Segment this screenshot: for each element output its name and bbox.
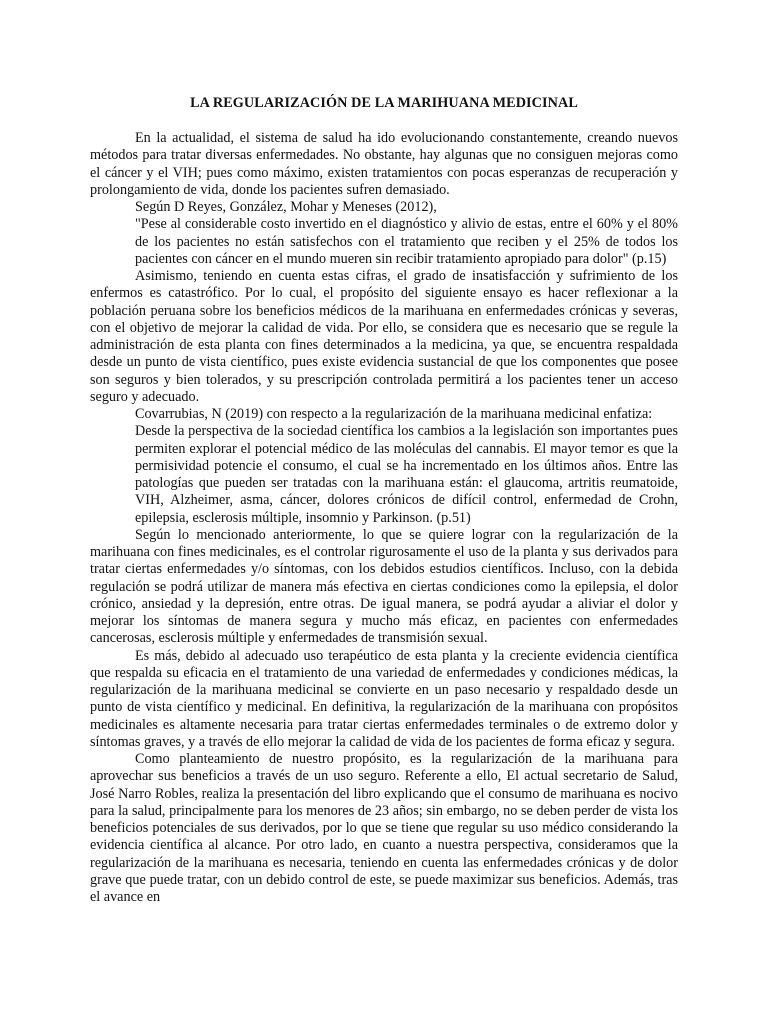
paragraph-intro: En la actualidad, el sistema de salud ha ido evolucionando constantemente, creando nuevos métodos para tratar diversas enfermedades. No obstante, hay algunas que no consiguen mejoras como el cáncer y el VIH; pues como máximo, existen tratamientos con pocas esperanzas de recuperación y prolongamiento de vida, donde los pacientes sufren demasiado. — [90, 130, 678, 198]
document-body — [90, 130, 678, 906]
block-quote-covarrubias: Desde la perspectiva de la sociedad científica los cambios a la legislación son importantes pues permiten explorar el potencial médico de las moléculas del cannabis. El mayor temor es que la permisividad potencie el consumo, el cual se ha incrementado en los últimos años. Entre las patologías que pueden ser tratadas con la marihuana están: el glaucoma, artritis reumatoide, VIH, Alzheimer, asma, cáncer, dolores crónicos de difícil control, enfermedad de Crohn, epilepsia, esclerosis múltiple, insomnio y Parkinson. (p.51) — [135, 423, 678, 526]
paragraph-proposal: Como planteamiento de nuestro propósito, es la regularización de la marihuana para aprovechar sus beneficios a través de un uso seguro. Referente a ello, El actual secretario de Salud, José Narro Robles, realiza la presentación del libro explicando que el consumo de marihuana es nocivo para la salud, principalmente para los menores de 23 años; sin embargo, no se deben perder de vista los beneficios potenciales de sus derivados, por lo que se tiene que regular su uso médico considerando la evidencia científica al alcance. Por otro lado, en cuanto a nuestra perspectiva, consideramos que la regularización de la marihuana es necesaria, teniendo en cuenta las enfermedades crónicas y de dolor grave que puede tratar, con un debido control de este, se puede maximizar sus beneficios. Además, tras el avance en — [90, 751, 678, 905]
paragraph-regulation-goals: Según lo mencionado anteriormente, lo que se quiere lograr con la regularización de la marihuana con fines medicinales, es el controlar rigurosamente el uso de la planta y sus derivados para tratar ciertas enfermedades y/o síntomas, con los debidos estudios científicos. Incluso, con la debida regulación se podrá utilizar de manera más efectiva en ciertas condiciones como la epilepsia, el dolor crónico, ansiedad y la depresión, entre otras. De igual manera, se podrá ayudar a aliviar el dolor y mejorar los síntomas de manera segura y mucho más eficaz, en pacientes con enfermedades cancerosas, esclerosis múltiple y enfermedades de transmisión sexual. — [90, 526, 678, 647]
paragraph-therapeutic-use: Es más, debido al adecuado uso terapéutico de esta planta y la creciente evidencia científica que respalda su eficacia en el tratamiento de una variedad de enfermedades y condiciones médicas, la regularización de la marihuana medicinal se convierte en un paso necesario y respaldado desde un punto de vista científico y medicinal. En definitiva, la regularización de la marihuana con propósitos medicinales es altamente necesaria para tratar ciertas enfermedades terminales o de extremo dolor y síntomas graves, y a través de ello mejorar la calidad de vida de los pacientes de forma eficaz y segura. — [90, 647, 678, 750]
block-quote-reyes: "Pese al considerable costo invertido en el diagnóstico y alivio de estas, entre el 60% y el 80% de los pacientes no están satisfechos con el tratamiento que reciben y el 25% de todos los pacientes con cáncer en el mundo mueren sin recibir tratamiento apropiado para dolor" (p.15) — [135, 216, 678, 267]
citation-lead-reyes: Según D Reyes, González, Mohar y Meneses (2012), — [135, 199, 437, 215]
document-title: LA REGULARIZACIÓN DE LA MARIHUANA MEDICINAL — [190, 95, 578, 111]
paragraph-purpose: Asimismo, teniendo en cuenta estas cifras, el grado de insatisfacción y sufrimiento de los enfermos es catastrófico. Por lo cual, el propósito del siguiente ensayo es hacer reflexionar a la población peruana sobre los beneficios médicos de la marihuana en enfermedades crónicas y severas, con el objetivo de mejorar la calidad de vida. Por ello, se considera que es necesario que se regule la administración de esta planta con fines determinados a la medicina, ya que, se encuentra respaldada desde un punto de vista científico, pues existe evidencia sustancial de que los componentes que posee son seguros y bien tolerados, y su prescripción controlada permitirá a los pacientes tener un acceso seguro y adecuado. — [90, 268, 678, 405]
citation-lead-covarrubias: Covarrubias, N (2019) con respecto a la regularización de la marihuana medicinal enfatiza: — [135, 406, 653, 422]
